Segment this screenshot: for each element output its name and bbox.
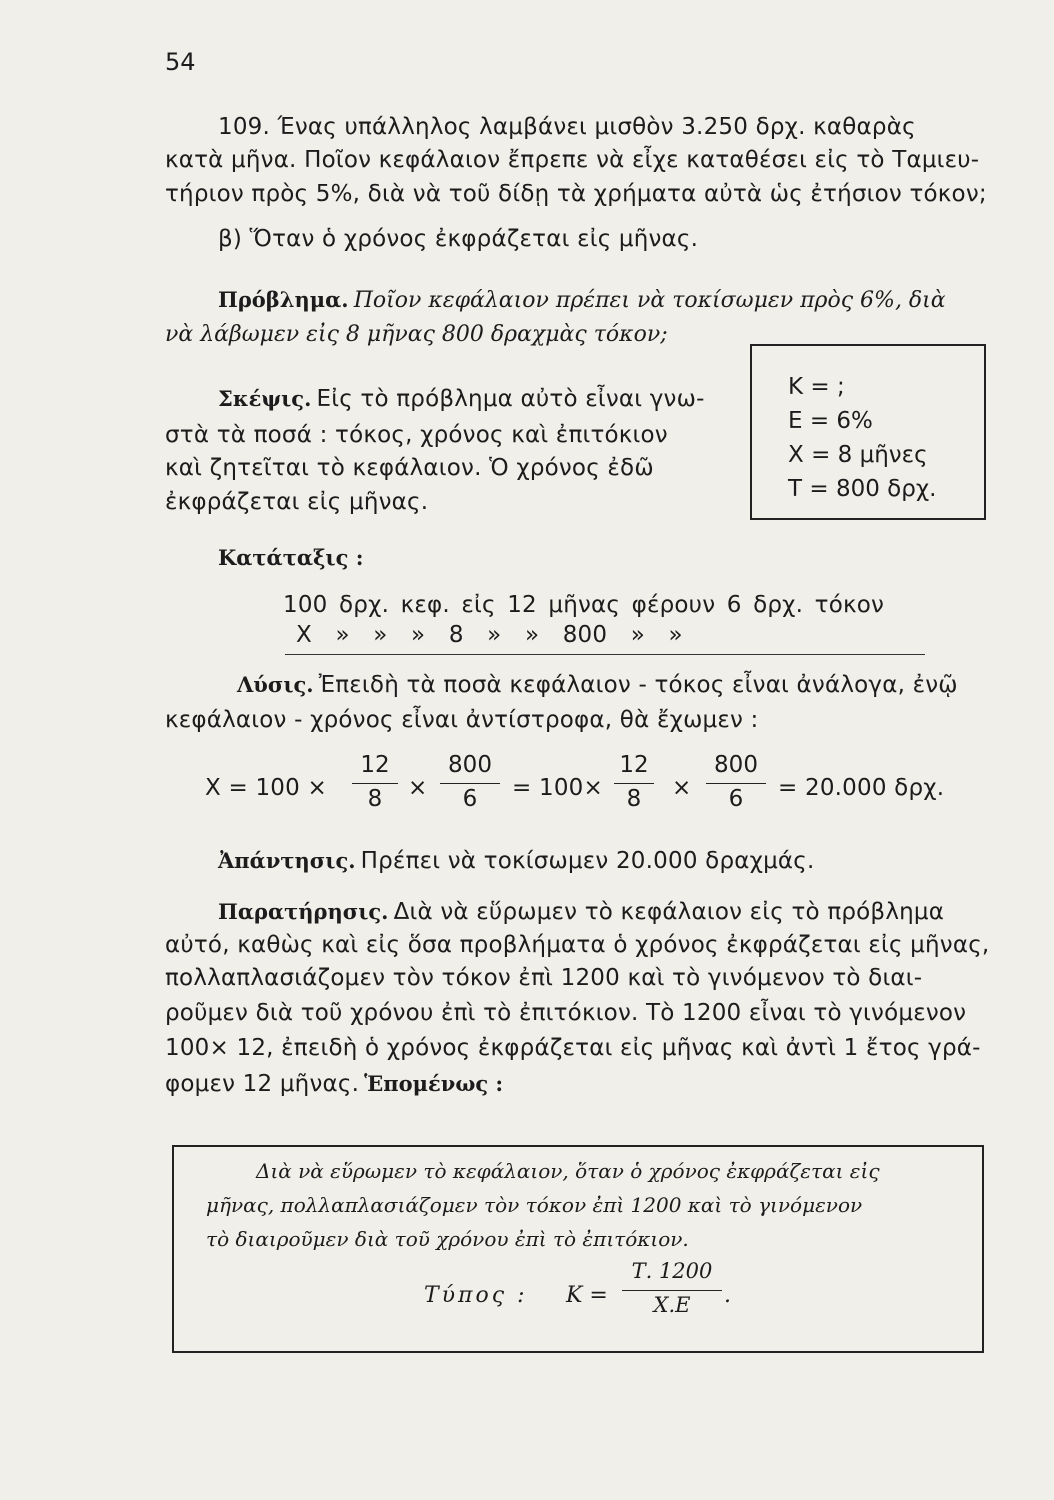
rule-box xyxy=(172,1145,984,1353)
formula-numerator: Τ. 1200 xyxy=(631,1259,713,1283)
remark-line-6 xyxy=(165,1069,503,1099)
thought-text-1: Εἰς τὸ πρόβλημα αὐτὸ εἶναι γνω- xyxy=(316,386,705,412)
problem-line-2: νὰ λάβωμεν εἰς 8 μῆνας 800 δραχμὰς τόκον; xyxy=(165,322,668,347)
eq-end: = 20.000 δρχ. xyxy=(778,775,945,801)
answer-label: Ἀπάντησις. xyxy=(218,848,356,873)
formula-fraction xyxy=(622,1259,722,1331)
given-e: Ε = 6% xyxy=(788,408,873,434)
fraction-bar xyxy=(614,783,654,784)
remark-line-1 xyxy=(218,897,944,927)
eq-times-2: × xyxy=(672,775,692,801)
fraction-800-6-b xyxy=(706,752,766,822)
given-t: Τ = 800 δρχ. xyxy=(788,476,937,502)
eq-mid: = 100× xyxy=(512,775,603,801)
fraction-800-6-a xyxy=(440,752,500,822)
consequently-label: Ἑπομένως : xyxy=(364,1071,504,1096)
fraction-numerator: 800 xyxy=(714,752,758,778)
thought-label: Σκέψις. xyxy=(218,386,312,411)
page-number: 54 xyxy=(165,48,196,76)
formula-end: . xyxy=(724,1283,731,1308)
rule-line-2: μῆνας, πολλαπλασιάζομεν τὸν τόκον ἐπὶ 1200 καὶ τὸ γινόμενον xyxy=(206,1193,863,1217)
exercise-line-2: κατὰ μῆνα. Ποῖον κεφάλαιον ἔπρεπε νὰ εἶχε καταθέσει εἰς τὸ Ταμιευ- xyxy=(165,147,980,173)
fraction-bar xyxy=(352,783,398,784)
exercise-line-3: τήριον πρὸς 5%, διὰ νὰ τοῦ δίδῃ τὰ χρήματα αὐτὰ ὡς ἐτήσιον τόκον; xyxy=(165,181,987,207)
exercise-line-4: β) Ὅταν ὁ χρόνος ἐκφράζεται εἰς μῆνας. xyxy=(218,226,699,252)
problem-label: Πρόβλημα. xyxy=(218,287,349,312)
remark-text-1: Διὰ νὰ εὕρωμεν τὸ κεφάλαιον εἰς τὸ πρόβλημα xyxy=(393,899,945,925)
thought-line-4: ἐκφράζεται εἰς μῆνας. xyxy=(165,489,429,515)
given-x: Χ = 8 μῆνες xyxy=(788,442,928,468)
thought-line-3: καὶ ζητεῖται τὸ κεφάλαιον. Ὁ χρόνος ἐδῶ xyxy=(165,455,654,481)
solution-text-1: Ἐπειδὴ τὰ ποσὰ κεφάλαιον - τόκος εἶναι ἀνάλογα, ἐνῷ xyxy=(318,672,958,698)
remark-line-5: 100× 12, ἐπειδὴ ὁ χρόνος ἐκφράζεται εἰς μῆνας καὶ ἀντὶ 1 ἔτος γρά- xyxy=(165,1035,981,1061)
solution-line-1 xyxy=(237,670,958,700)
answer-line xyxy=(218,846,815,876)
eq-start: Χ = 100 × xyxy=(205,775,327,801)
fraction-denominator: 8 xyxy=(367,786,383,812)
fraction-12-8-b xyxy=(614,752,654,822)
fraction-bar xyxy=(706,783,766,784)
fraction-denominator: 6 xyxy=(462,786,478,812)
arrangement-label: Κατάταξις : xyxy=(218,545,364,570)
remark-line-3: πολλαπλασιάζομεν τὸν τόκον ἐπὶ 1200 καὶ τὸ γινόμενον τὸ διαι- xyxy=(165,965,923,991)
answer-text: Πρέπει νὰ τοκίσωμεν 20.000 δραχμάς. xyxy=(360,848,815,874)
fraction-bar xyxy=(440,783,500,784)
arrangement-row-2: Χ » » » 8 » » 800 » » xyxy=(296,622,683,648)
arrangement-divider xyxy=(285,654,925,655)
remark-text-6: φομεν 12 μῆνας. xyxy=(165,1071,360,1097)
remark-line-2: αὐτό, καθὼς καὶ εἰς ὅσα προβλήματα ὁ χρόνος ἐκφράζεται εἰς μῆνας, xyxy=(165,932,990,958)
problem-text-1: Ποῖον κεφάλαιον πρέπει νὰ τοκίσωμεν πρὸς 6%, διὰ xyxy=(353,288,946,313)
remark-label: Παρατήρησις. xyxy=(218,899,389,924)
givens-box xyxy=(750,344,986,520)
arrangement-row-1: 100 δρχ. κεφ. εἰς 12 μῆνας φέρουν 6 δρχ. τόκον xyxy=(283,592,885,618)
rule-line-3: τὸ διαιροῦμεν διὰ τοῦ χρόνου ἐπὶ τὸ ἐπιτόκιον. xyxy=(206,1227,689,1251)
remark-line-4: ροῦμεν διὰ τοῦ χρόνου ἐπὶ τὸ ἐπιτόκιον. Τὸ 1200 εἶναι τὸ γινόμενον xyxy=(165,1000,967,1026)
thought-line-2: στὰ τὰ ποσά : τόκος, χρόνος καὶ ἐπιτόκιον xyxy=(165,422,668,448)
formula-denominator: Χ.Ε xyxy=(653,1293,691,1317)
thought-line-1 xyxy=(218,384,705,414)
fraction-numerator: 800 xyxy=(448,752,492,778)
fraction-denominator: 6 xyxy=(728,786,744,812)
fraction-12-8-a xyxy=(352,752,398,822)
solution-label: Λύσις. xyxy=(237,672,314,697)
fraction-denominator: 8 xyxy=(626,786,642,812)
formula-lhs: Κ = xyxy=(566,1283,608,1308)
rule-line-1: Διὰ νὰ εὕρωμεν τὸ κεφάλαιον, ὅταν ὁ χρόνος ἐκφράζεται εἰς xyxy=(256,1159,880,1183)
fraction-numerator: 12 xyxy=(619,752,649,778)
eq-times-1: × xyxy=(408,775,428,801)
solution-line-2: κεφάλαιον - χρόνος εἶναι ἀντίστροφα, θὰ ἔχωμεν : xyxy=(165,707,759,733)
given-k: Κ = ; xyxy=(788,374,845,400)
formula-label: Τύπος : xyxy=(424,1283,528,1308)
problem-line-1 xyxy=(218,287,946,313)
exercise-line-1: 109. Ένας υπάλληλος λαμβάνει μισθὸν 3.250 δρχ. καθαρὰς xyxy=(218,114,916,140)
formula-bar xyxy=(622,1290,722,1291)
fraction-numerator: 12 xyxy=(360,752,390,778)
